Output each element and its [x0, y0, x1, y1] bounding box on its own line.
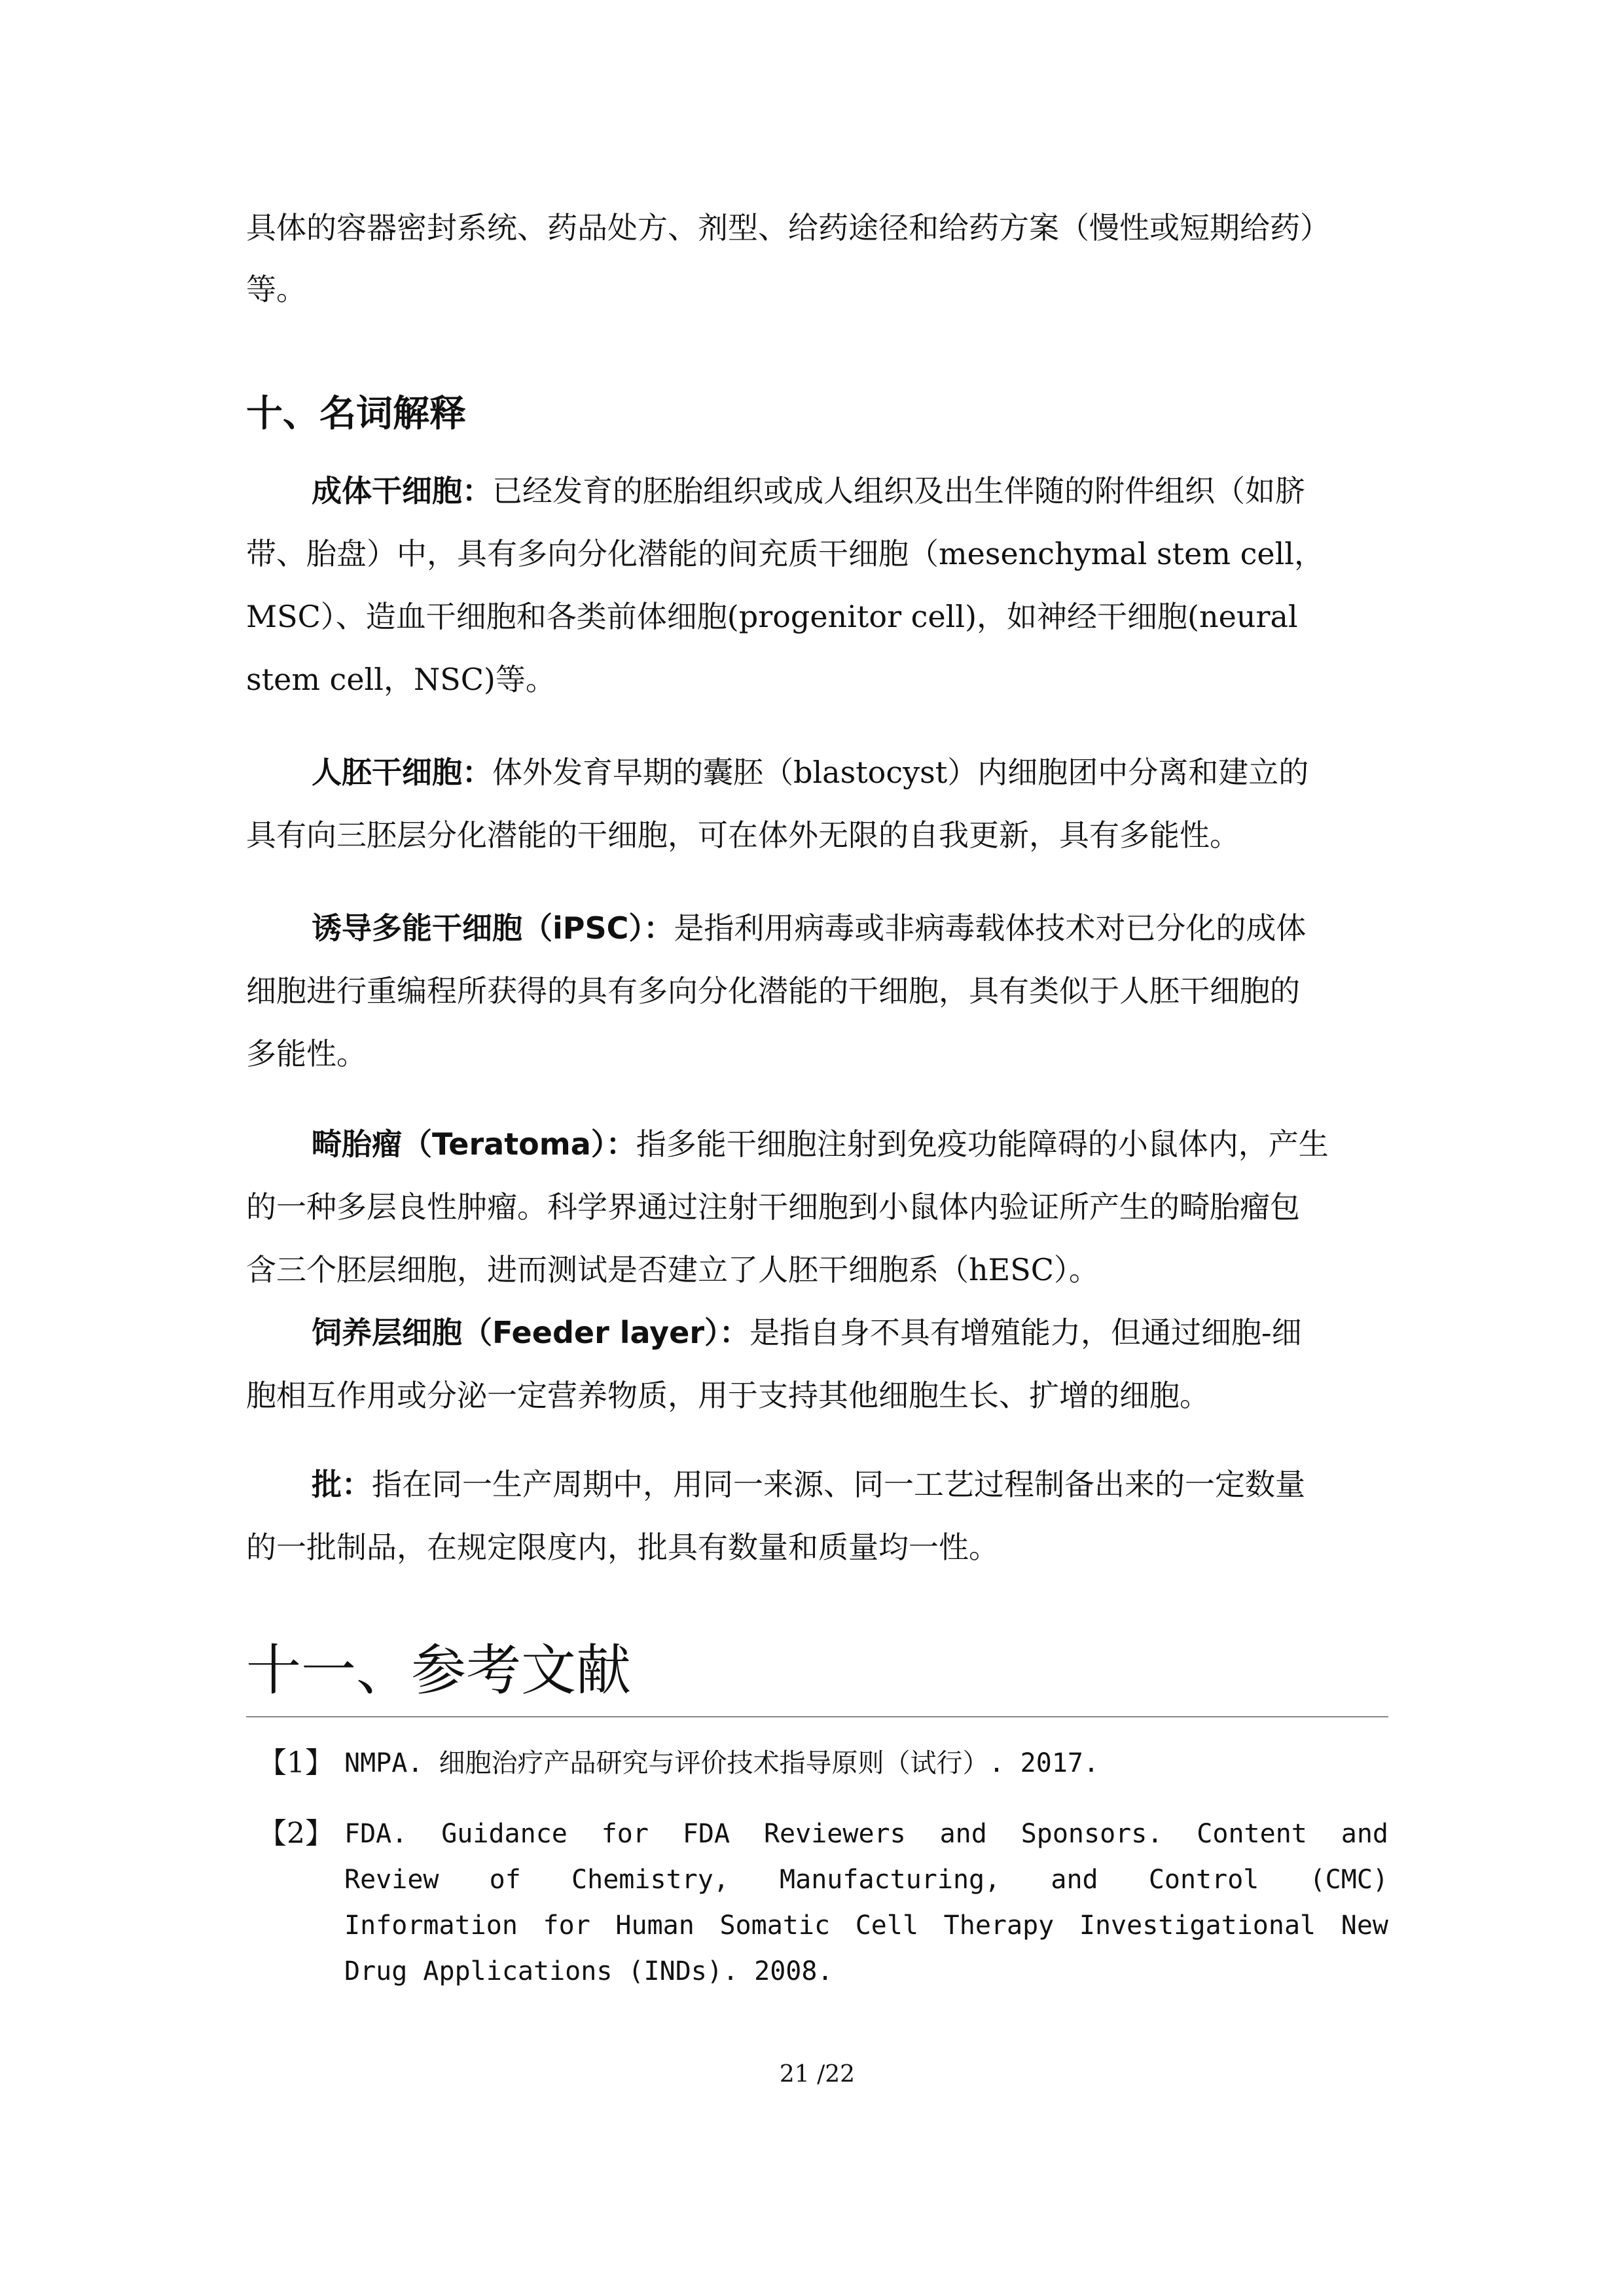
term-text-line: 具有向三胚层分化潜能的干细胞，可在体外无限的自我更新，具有多能性。	[246, 817, 1240, 853]
reference-number: 【2】	[258, 1817, 334, 1850]
intro-line-1: 具体的容器密封系统、药品处方、剂型、给药途径和给药方案（慢性或短期给药）	[246, 210, 1330, 245]
term-paragraph	[312, 1313, 1302, 1352]
term-text-line: 带、胎盘）中，具有多向分化潜能的间充质干细胞（mesenchymal stem cell，	[246, 536, 1325, 571]
term-paragraph	[312, 471, 1305, 511]
reference-text-line: NMPA. 细胞治疗产品研究与评价技术指导原则（试行）. 2017.	[344, 1748, 1100, 1778]
term-paragraph	[312, 1465, 1305, 1504]
term-text-line: stem cell，NSC)等。	[246, 662, 556, 697]
term-label: 畸胎瘤（Teratoma）：	[312, 1126, 636, 1162]
reference-number: 【1】	[258, 1746, 334, 1780]
term-text-line: 多能性。	[246, 1036, 367, 1071]
term-text-line: 的一种多层良性肿瘤。科学界通过注射干细胞到小鼠体内验证所产生的畸胎瘤包	[246, 1189, 1300, 1225]
term-text-line: 的一批制品，在规定限度内，批具有数量和质量均一性。	[246, 1530, 999, 1565]
term-text: 指在同一生产周期中，用同一来源、同一工艺过程制备出来的一定数量	[372, 1467, 1305, 1502]
term-text-line: MSC）、造血干细胞和各类前体细胞(progenitor cell)，如神经干细胞(neural	[246, 599, 1298, 634]
reference-text-line: Drug Applications (INDs). 2008.	[344, 1956, 833, 1986]
term-text: 是指利用病毒或非病毒载体技术对已分化的成体	[674, 910, 1307, 946]
term-label: 批：	[312, 1467, 372, 1502]
intro-line-2: 等。	[246, 272, 306, 307]
term-label: 诱导多能干细胞（iPSC）：	[312, 910, 674, 946]
section-heading-glossary: 十、名词解释	[246, 393, 466, 435]
page-number: 21 /22	[779, 2061, 856, 2088]
term-label: 人胚干细胞：	[312, 755, 492, 790]
term-label: 饲养层细胞（Feeder layer）：	[312, 1315, 750, 1350]
section-heading-references: 十一、参考文献	[246, 1638, 632, 1702]
term-text: 已经发育的胚胎组织或成人组织及出生伴随的附件组织（如脐	[492, 473, 1305, 509]
reference-text-line: FDA. Guidance for FDA Reviewers and Sponsors. Content and	[344, 1819, 1388, 1849]
term-text: 指多能干细胞注射到免疫功能障碍的小鼠体内，产生	[636, 1126, 1329, 1162]
term-paragraph	[312, 1124, 1329, 1164]
term-label: 成体干细胞：	[312, 473, 492, 509]
term-text: 是指自身不具有增殖能力，但通过细胞-细	[749, 1315, 1302, 1350]
term-text-line: 细胞进行重编程所获得的具有多向分化潜能的干细胞，具有类似于人胚干细胞的	[246, 973, 1300, 1009]
reference-text-line: Information for Human Somatic Cell Therapy Investigational New	[344, 1910, 1388, 1941]
term-text-line: 含三个胚层细胞，进而测试是否建立了人胚干细胞系（hESC）。	[246, 1252, 1099, 1287]
term-paragraph	[312, 908, 1306, 948]
heading-rule	[246, 1716, 1388, 1717]
document-page	[246, 0, 1388, 2296]
reference-text-line: Review of Chemistry, Manufacturing, and Control (CMC)	[344, 1865, 1388, 1895]
term-text: 体外发育早期的囊胚（blastocyst）内细胞团中分离和建立的	[492, 755, 1309, 790]
term-text-line: 胞相互作用或分泌一定营养物质，用于支持其他细胞生长、扩增的细胞。	[246, 1378, 1210, 1413]
term-paragraph	[312, 753, 1308, 792]
